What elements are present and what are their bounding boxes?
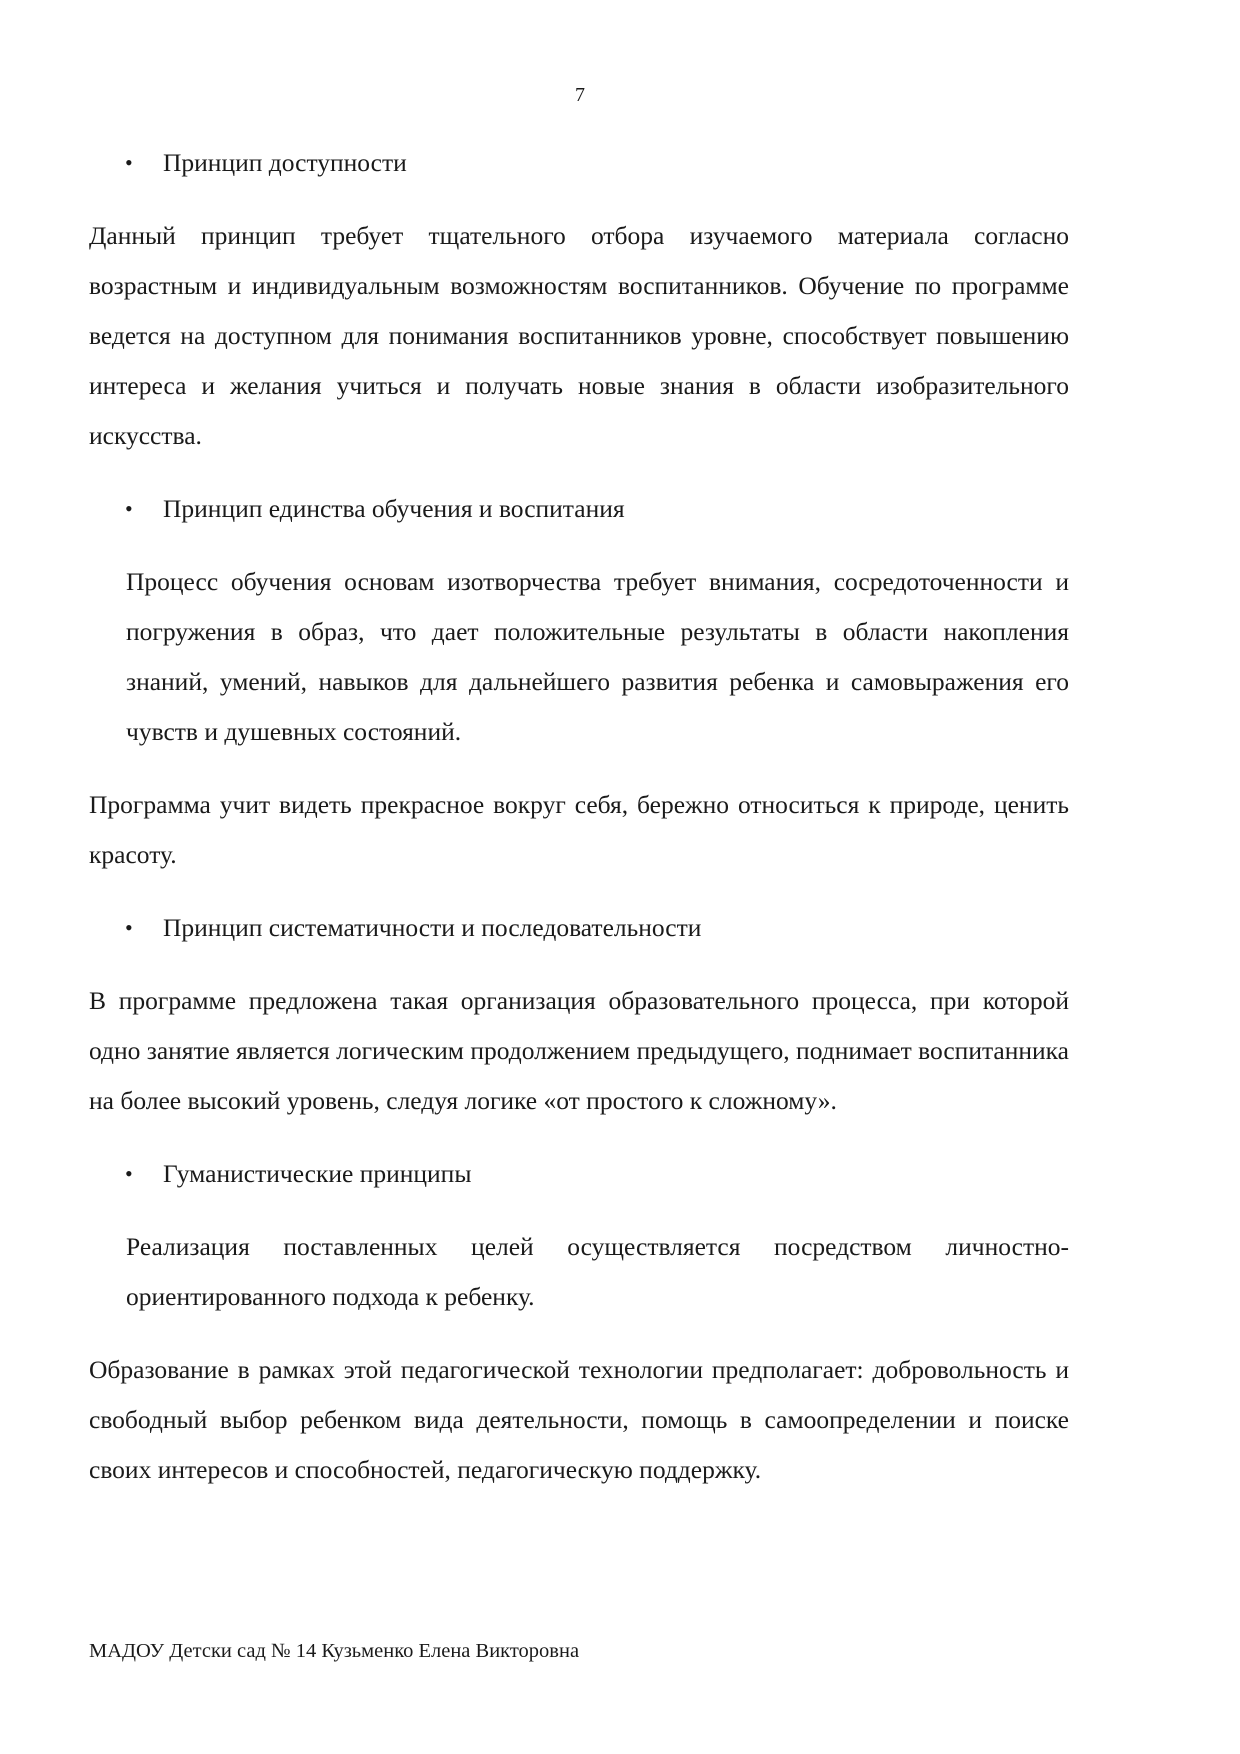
bullet-item-accessibility	[89, 138, 1069, 188]
paragraph: Реализация поставленных целей осуществляется посредством личностно-ориентированного подхода к ребенку.	[126, 1232, 1069, 1311]
page-footer: МАДОУ Детски сад № 14 Кузьменко Елена Викторовна	[89, 1640, 580, 1662]
bullet-text: Гуманистические принципы	[163, 1159, 472, 1188]
bullet-item-humanistic	[89, 1149, 1069, 1199]
paragraph: Процесс обучения основам изотворчества требует внимания, сосредоточенности и погружения в образ, что дает положительные результаты в области накопления знаний, умений, навыков для дальнейшего развития ребенка и самовыражения его чувств и душевных состояний.	[126, 567, 1069, 746]
page-number: 7	[575, 84, 585, 106]
bullet-text: Принцип единства обучения и воспитания	[163, 494, 625, 523]
bullet-text: Принцип доступности	[163, 148, 407, 177]
bullet-item-unity	[89, 484, 1069, 534]
bullet-icon: •	[125, 1161, 133, 1186]
bullet-item-systematic	[89, 903, 1069, 953]
bullet-icon: •	[125, 915, 133, 940]
paragraph: Образование в рамках этой педагогической технологии предполагает: добровольность и свободный выбор ребенком вида деятельности, помощь в самоопределении и поиске своих интересов и способностей, педагогическую поддержку.	[89, 1355, 1069, 1484]
paragraph: Данный принцип требует тщательного отбора изучаемого материала согласно возрастным и индивидуальным возможностям воспитанников. Обучение по программе ведется на доступном для понимания воспитанников уровне, способствует повышению интереса и желания учиться и получать новые знания в области изобразительного искусства.	[89, 221, 1069, 450]
bullet-text: Принцип систематичности и последовательности	[163, 913, 702, 942]
paragraph: В программе предложена такая организация образовательного процесса, при которой одно занятие является логическим продолжением предыдущего, поднимает воспитанника на более высокий уровень, следуя логике «от простого к сложному».	[89, 986, 1069, 1115]
bullet-icon: •	[125, 150, 133, 175]
document-body	[89, 138, 1069, 1518]
paragraph: Программа учит видеть прекрасное вокруг себя, бережно относиться к природе, ценить красоту.	[89, 790, 1069, 869]
bullet-icon: •	[125, 496, 133, 521]
